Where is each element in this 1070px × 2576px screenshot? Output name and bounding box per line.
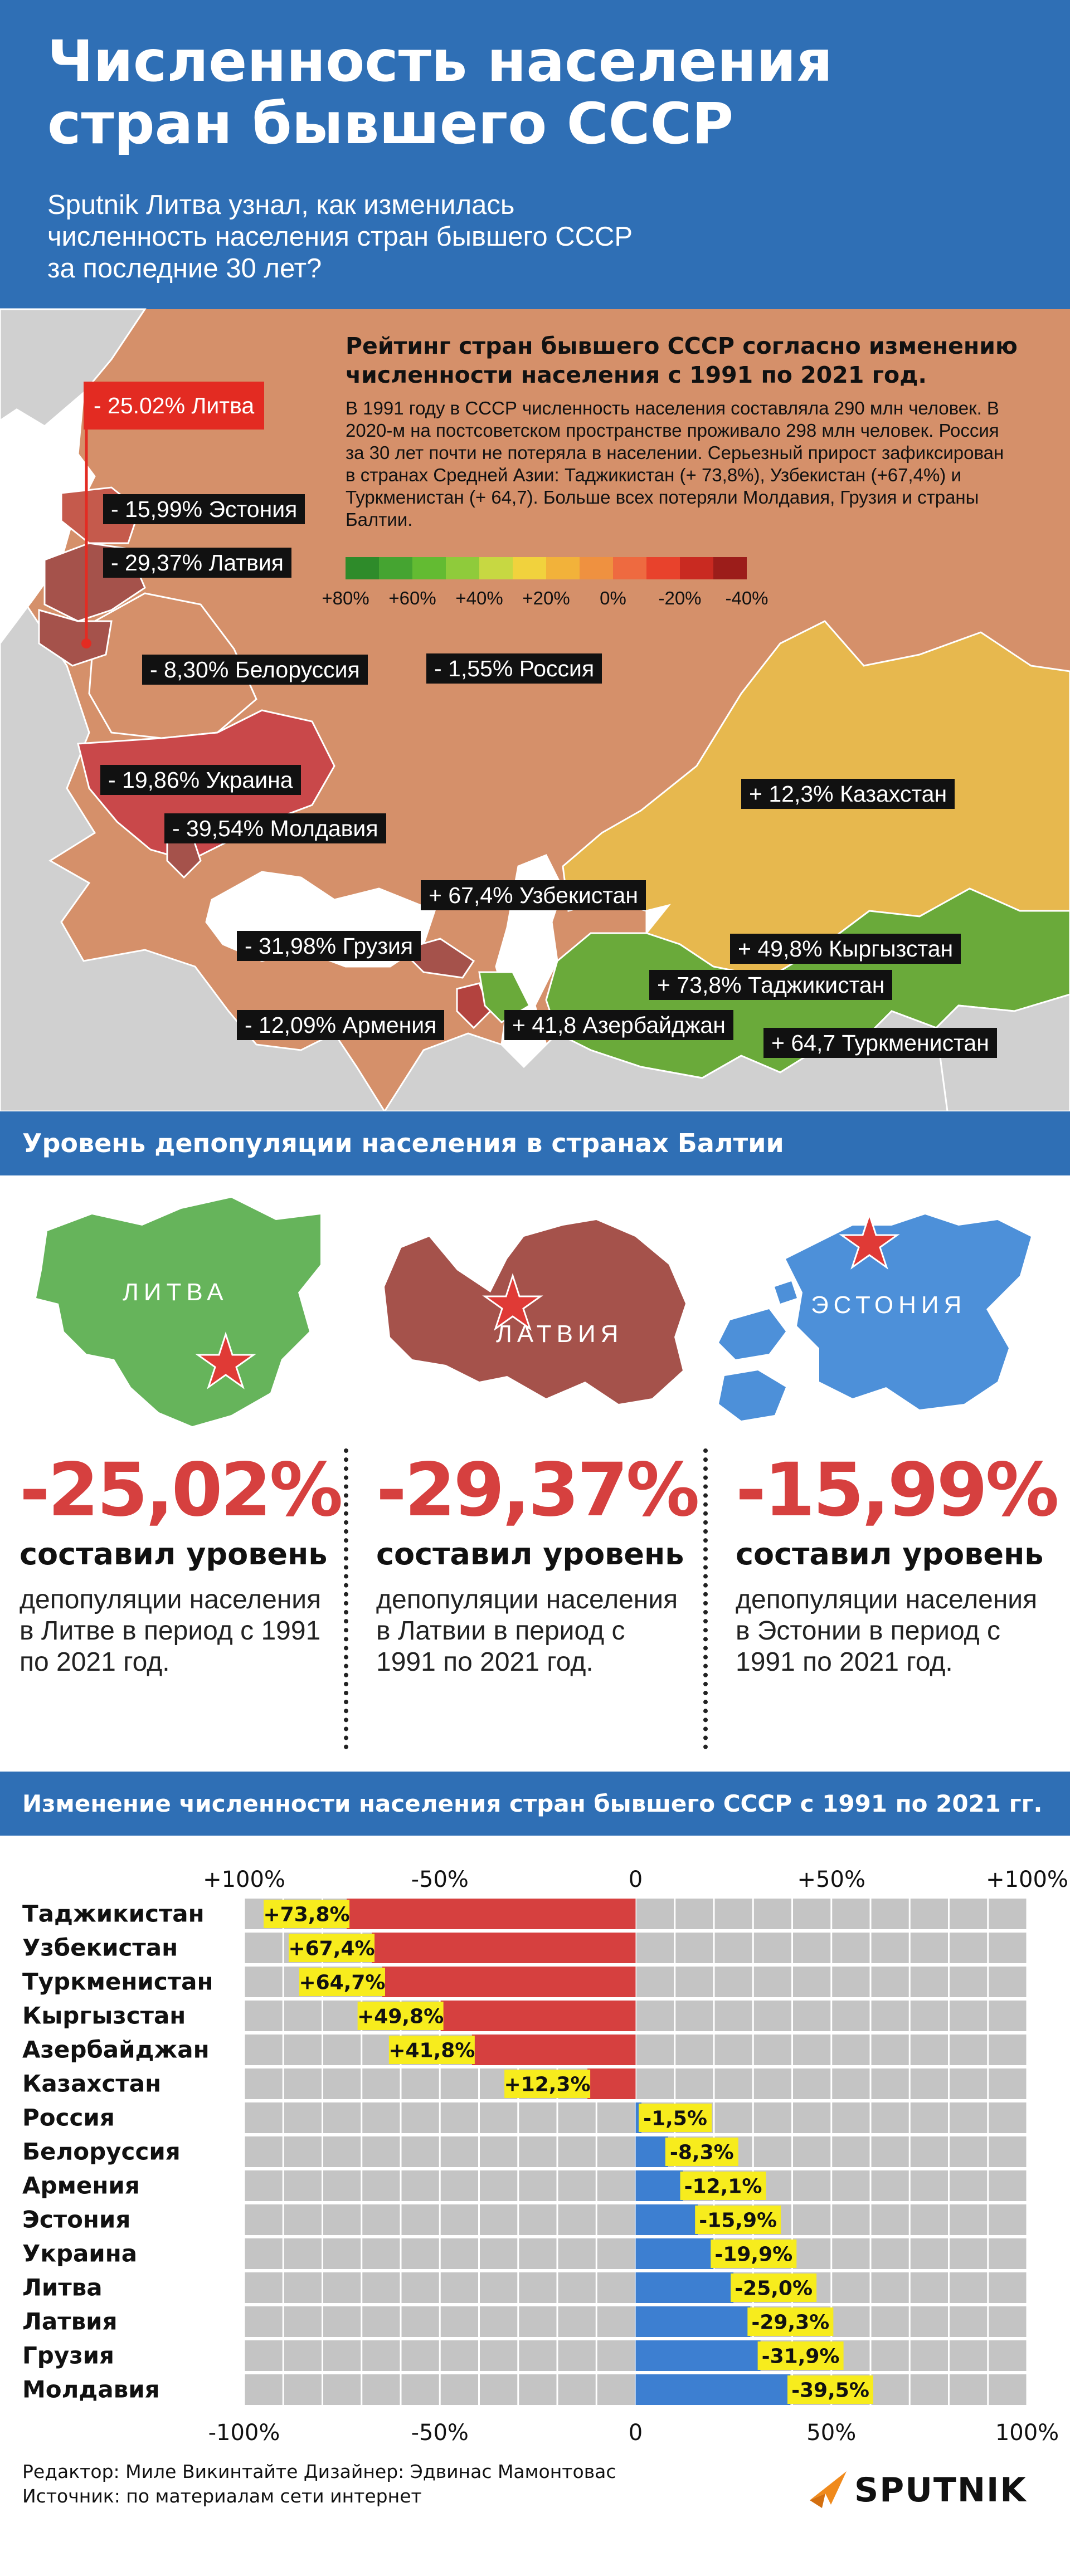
value-label: +12,3%	[504, 2073, 591, 2096]
bar	[636, 2238, 714, 2269]
color-scale-cell	[680, 557, 713, 579]
bottom-tick-label: -50%	[411, 2420, 469, 2446]
estonia-island-3	[775, 1281, 797, 1304]
category-label: Литва	[22, 2273, 103, 2301]
lithuania-pointer-dot	[81, 638, 91, 648]
category-label: Кыргызстан	[22, 2002, 186, 2029]
map-label-kyrgyzstan: + 49,8% Кыргызстан	[730, 934, 961, 964]
color-scale-label: -20%	[658, 588, 702, 608]
lithuania-outline	[36, 1198, 320, 1426]
category-label: Азербайджан	[22, 2036, 210, 2063]
category-label: Грузия	[22, 2341, 115, 2369]
color-scale-label: +40%	[455, 588, 503, 608]
category-label: Белоруссия	[22, 2138, 181, 2165]
latvia-map-name: ЛАТВИЯ	[496, 1320, 624, 1348]
latvia-shape	[379, 1214, 691, 1415]
map-label-kazakhstan: + 12,3% Казахстан	[741, 779, 955, 809]
value-label: +49,8%	[357, 2005, 444, 2028]
map-label-turkmenistan: + 64,7 Туркменистан	[763, 1028, 997, 1058]
color-scale-label: -40%	[725, 588, 769, 608]
latvia-outline	[385, 1220, 685, 1404]
value-label: -29,3%	[751, 2311, 830, 2334]
column-divider	[344, 1448, 348, 1749]
value-label: -39,5%	[791, 2379, 869, 2402]
bar	[636, 2340, 761, 2371]
bar	[472, 2035, 636, 2065]
bottom-tick-label: 50%	[806, 2420, 857, 2446]
bottom-tick-label: 0	[628, 2420, 643, 2446]
bar	[372, 1933, 635, 1963]
map-label-estonia: - 15,99% Эстония	[103, 494, 305, 524]
top-tick-label: -50%	[411, 1867, 469, 1892]
color-scale-cell	[513, 557, 546, 579]
map-label-tajikistan: + 73,8% Таджикистан	[649, 970, 892, 1000]
value-label: -1,5%	[643, 2107, 707, 2130]
estonia-percent: -15,99%	[736, 1447, 1057, 1533]
category-label: Таджикистан	[22, 1900, 205, 1928]
value-label: -8,3%	[669, 2141, 734, 2164]
color-scale-cell	[479, 557, 513, 579]
map-label-belarus: - 8,30% Белоруссия	[142, 655, 368, 685]
map-label-uzbekistan: + 67,4% Узбекистан	[421, 880, 646, 910]
latvia-percent: -29,37%	[376, 1447, 698, 1533]
category-label: Армения	[22, 2172, 140, 2199]
lithuania-level-line: составил уровень	[20, 1536, 328, 1572]
color-scale-label: +60%	[388, 588, 436, 608]
chart-section-title: Изменение численности населения стран бывшего СССР с 1991 по 2021 гг.	[22, 1790, 1043, 1817]
color-scale-cell	[713, 557, 747, 579]
category-label: Украина	[22, 2240, 138, 2267]
map-label-ukraine: - 19,86% Украина	[100, 765, 301, 795]
bar	[636, 2272, 734, 2303]
category-label: Эстония	[22, 2206, 131, 2233]
lithuania-map-name: ЛИТВА	[123, 1279, 228, 1306]
map-label-lithuania: - 25.02% Литва	[84, 382, 264, 430]
baltic-column-latvia	[376, 1448, 711, 1678]
source-credit: Источник: по материалам сети интернет	[22, 2485, 422, 2507]
value-label: +64,7%	[299, 1971, 386, 1994]
top-tick-label: +100%	[986, 1867, 1068, 1892]
lithuania-shape	[31, 1192, 332, 1426]
chart-section-band	[0, 1772, 1070, 1836]
map-label-armenia: - 12,09% Армения	[237, 1010, 444, 1040]
value-label: -15,9%	[699, 2209, 777, 2232]
category-label: Казахстан	[22, 2070, 162, 2097]
page-title: Численность населения стран бывшего СССР	[47, 28, 833, 157]
map-label-russia: - 1,55% Россия	[426, 653, 602, 684]
bar	[441, 2001, 636, 2031]
column-divider	[703, 1448, 708, 1749]
page-subtitle: Sputnik Литва узнал, как изменилась численность населения стран бывшего СССР за последние 30 лет?	[47, 190, 633, 284]
color-scale-cell	[412, 557, 446, 579]
bar	[382, 1967, 636, 1997]
category-label: Молдавия	[22, 2375, 160, 2403]
color-scale-label: +20%	[522, 588, 570, 608]
map-label-latvia: - 29,37% Латвия	[103, 548, 291, 578]
value-label: +67,4%	[288, 1937, 375, 1960]
estonia-map-name: ЭСТОНИЯ	[811, 1291, 967, 1319]
bar	[636, 2170, 683, 2201]
color-scale-cell	[580, 557, 613, 579]
value-label: -19,9%	[714, 2243, 793, 2266]
footer-credits	[22, 2460, 616, 2509]
baltic-column-lithuania	[20, 1448, 354, 1678]
rating-panel	[346, 331, 1031, 531]
category-label: Россия	[22, 2104, 115, 2131]
color-scale-label: 0%	[600, 588, 626, 608]
estonia-island-2	[719, 1370, 786, 1421]
top-tick-label: +100%	[203, 1867, 285, 1892]
color-scale-cell	[613, 557, 646, 579]
rating-title: Рейтинг стран бывшего СССР согласно изменению численности населения с 1991 по 2021 год.	[346, 333, 1018, 388]
lithuania-description: депопуляции населения в Литве в период с 1991 по 2021 год.	[20, 1585, 322, 1677]
color-scale-cell	[346, 557, 379, 579]
estonia-description: депопуляции населения в Эстонии в период с 1991 по 2021 год.	[736, 1585, 1038, 1677]
category-label: Латвия	[22, 2307, 118, 2335]
map-label-georgia: - 31,98% Грузия	[237, 931, 421, 961]
bar	[636, 2374, 790, 2405]
latvia-description: депопуляции населения в Латвии в период с 1991 по 2021 год.	[376, 1585, 678, 1677]
color-scale-labels	[312, 588, 769, 616]
value-label: -12,1%	[684, 2175, 762, 2198]
baltic-section-band	[0, 1111, 1070, 1175]
color-scale	[346, 557, 747, 579]
header	[0, 0, 1070, 309]
color-scale-cell	[446, 557, 479, 579]
value-label: -31,9%	[761, 2345, 840, 2368]
sputnik-logo-icon	[805, 2468, 850, 2512]
estonia-island-1	[719, 1309, 786, 1359]
bar	[587, 2068, 635, 2099]
lithuania-percent: -25,02%	[20, 1447, 341, 1533]
color-scale-cell	[646, 557, 680, 579]
color-scale-label: +80%	[322, 588, 369, 608]
map-section	[0, 309, 1070, 1111]
value-label: -25,0%	[735, 2277, 813, 2300]
bar	[347, 1899, 635, 1929]
population-change-bar-chart	[0, 1855, 1070, 2446]
bottom-tick-label: -100%	[208, 2420, 280, 2446]
map-label-moldova: - 39,54% Молдавия	[164, 813, 386, 843]
bottom-tick-label: 100%	[995, 2420, 1059, 2446]
color-scale-cell	[546, 557, 580, 579]
color-scale-cell	[379, 557, 412, 579]
value-label: +73,8%	[263, 1903, 350, 1926]
top-tick-label: 0	[628, 1867, 643, 1892]
estonia-level-line: составил уровень	[736, 1536, 1044, 1572]
baltic-column-estonia	[736, 1448, 1070, 1678]
sputnik-logo-text: SPUTNIK	[854, 2471, 1027, 2510]
bar	[636, 2306, 751, 2337]
editor-credit: Редактор: Миле Викинтайте Дизайнер: Эдвинас Мамонтовас	[22, 2461, 616, 2482]
value-label: +41,8%	[388, 2039, 475, 2062]
top-tick-label: +50%	[797, 1867, 865, 1892]
baltic-section-title: Уровень депопуляции населения в странах Балтии	[22, 1128, 784, 1158]
map-label-azerbaijan: + 41,8 Азербайджан	[504, 1010, 733, 1040]
rating-text: В 1991 году в СССР численность населения составляла 290 млн человек. В 2020-м на постсоветском пространстве проживало 298 млн человек. Россия за 30 лет почти не потеряла в населении. Серьезный прирост зафиксирован в странах Средней Азии: Таджикистан (+ 73,8%), Узбекистан (+67,4%) и Туркменистан (+ 64,7). Больше всех потеряли Молдавия, Грузия и страны Балтии.	[346, 398, 1004, 530]
bar	[636, 2136, 668, 2167]
latvia-level-line: составил уровень	[376, 1536, 684, 1572]
category-label: Туркменистан	[22, 1968, 213, 1996]
category-label: Узбекистан	[22, 1934, 178, 1962]
sputnik-logo	[805, 2468, 1039, 2512]
bar	[636, 2204, 698, 2235]
